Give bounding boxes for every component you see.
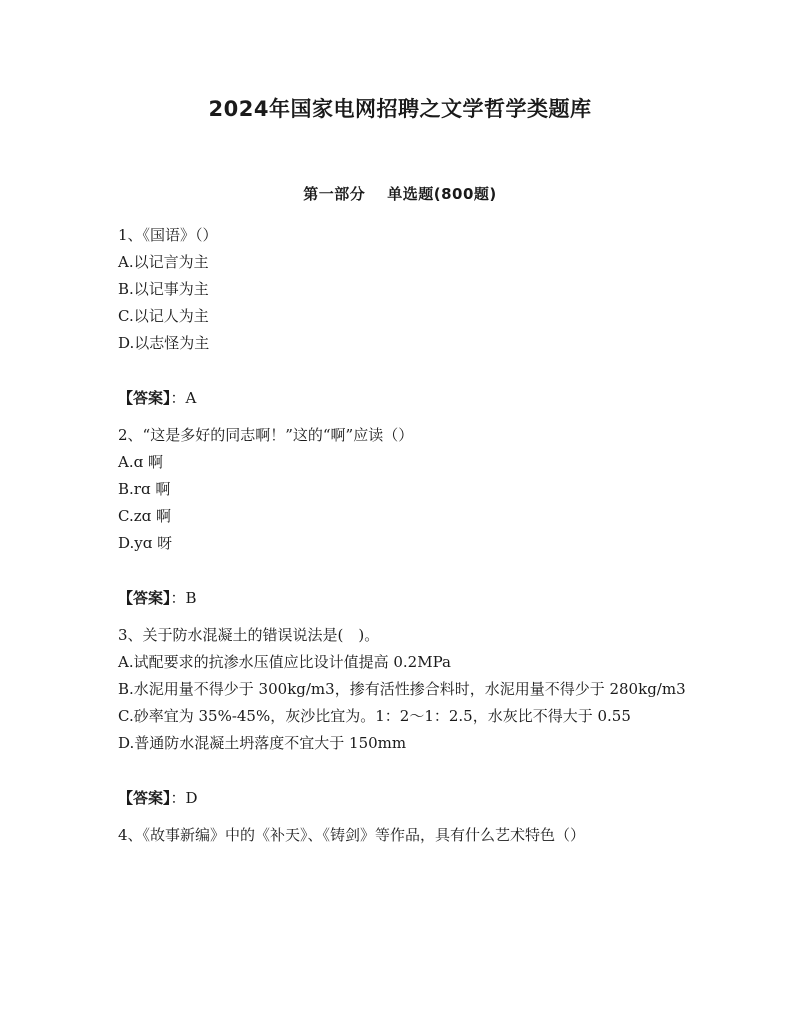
answer-line xyxy=(118,585,688,612)
answer-tag: 【答案】 xyxy=(118,389,171,407)
question-stem: 3、关于防水混凝土的错误说法是( )。 xyxy=(118,626,380,644)
question-stem: 1、《国语》（） xyxy=(118,226,218,244)
answer-value: ：A xyxy=(170,389,197,407)
option-b: B.水泥用量不得少于 300kg/m3，掺有活性掺合料时，水泥用量不得少于 280kg/m3 xyxy=(118,680,686,698)
option-d: D.以志怪为主 xyxy=(118,334,210,352)
option-d: D.普通防水混凝土坍落度不宜大于 150mm xyxy=(118,734,407,752)
option-c: C.以记人为主 xyxy=(118,307,209,325)
option-a: A.以记言为主 xyxy=(118,253,209,271)
option-c: C.zɑ 啊 xyxy=(118,507,171,525)
section-label: 第一部分 xyxy=(303,185,366,203)
question-stem: 4、《故事新编》中的《补天》、《铸剑》等作品，具有什么艺术特色（） xyxy=(118,826,586,844)
option-a: A.ɑ 啊 xyxy=(118,453,163,471)
question-2 xyxy=(118,422,688,612)
question-3 xyxy=(118,622,688,812)
answer-value: ：B xyxy=(170,589,197,607)
page-title: 2024年国家电网招聘之文学哲学类题库 xyxy=(208,97,592,121)
answer-line xyxy=(118,785,688,812)
answer-line xyxy=(118,385,688,412)
answer-tag: 【答案】 xyxy=(118,789,171,807)
answer-tag: 【答案】 xyxy=(118,589,171,607)
question-1 xyxy=(118,222,688,412)
answer-value: ：D xyxy=(170,789,198,807)
option-b: B.以记事为主 xyxy=(118,280,209,298)
option-a: A.试配要求的抗渗水压值应比设计值提高 0.2MPa xyxy=(118,653,451,671)
option-b: B.rɑ 啊 xyxy=(118,480,171,498)
option-c: C.砂率宜为 35%-45%，灰沙比宜为。1：2～1：2.5，水灰比不得大于 0.55 xyxy=(118,707,631,725)
section-name: 单选题(800题) xyxy=(387,185,497,203)
question-4 xyxy=(118,822,688,849)
section-title xyxy=(0,183,800,204)
question-list xyxy=(118,222,688,849)
question-stem: 2、“这是多好的同志啊！”这的“啊”应读（） xyxy=(118,426,414,444)
option-d: D.yɑ 呀 xyxy=(118,534,173,552)
